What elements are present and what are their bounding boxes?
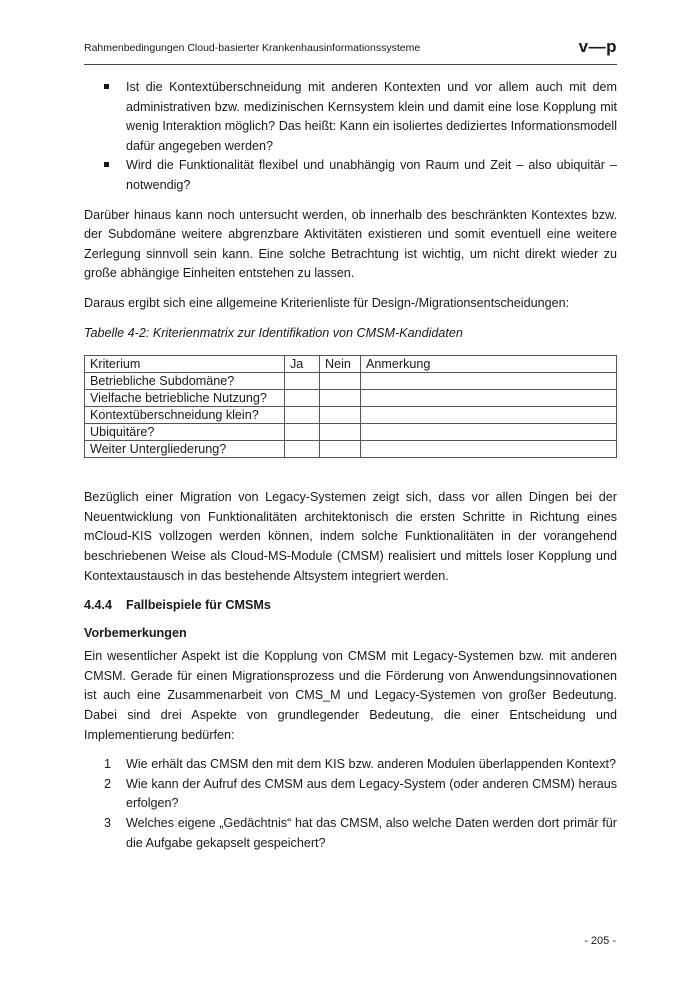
table-header-row <box>85 356 617 373</box>
criteria-table <box>84 355 617 458</box>
table-cell <box>285 373 320 390</box>
table-row <box>85 407 617 424</box>
list-text: Wie erhält das CMSM den mit dem KIS bzw. anderen Modulen überlappenden Kontext? <box>126 757 617 772</box>
bullet-square-icon <box>104 162 109 167</box>
list-text: Welches eigene „Gedächtnis“ hat das CMSM, also welche Daten werden dort primär für die Aufgabe gekapselt gespeichert? <box>126 816 617 850</box>
table-cell <box>320 441 361 458</box>
page-header <box>84 37 617 65</box>
table-cell <box>361 407 617 424</box>
column-header: Anmerkung <box>361 356 617 373</box>
column-header: Ja <box>285 356 320 373</box>
table-cell: Vielfache betriebliche Nutzung? <box>85 390 285 407</box>
list-number: 1 <box>104 757 112 772</box>
table-cell: Weiter Untergliederung? <box>85 441 285 458</box>
table-cell: Kontextüberschneidung klein? <box>85 407 285 424</box>
table-row <box>85 373 617 390</box>
table-cell <box>320 424 361 441</box>
table-cell <box>361 373 617 390</box>
list-item <box>84 755 617 775</box>
table-cell: Betriebliche Subdomäne? <box>85 373 285 390</box>
table-cell <box>361 424 617 441</box>
table-cell <box>285 441 320 458</box>
table-cell <box>361 390 617 407</box>
list-text: Wie kann der Aufruf des CMSM aus dem Legacy-System (oder anderen CMSM) heraus erfolgen? <box>126 776 617 811</box>
table-cell <box>285 407 320 424</box>
table-cell <box>320 390 361 407</box>
list-number: 3 <box>104 816 112 831</box>
section-title: Fallbeispiele für CMSMs <box>126 598 271 613</box>
table-cell <box>320 407 361 424</box>
page-body <box>84 78 617 853</box>
table-row <box>85 424 617 441</box>
publisher-logo: v—p <box>578 37 617 56</box>
subheading: Vorbemerkungen <box>84 625 187 640</box>
section-number: 4.4.4 <box>84 598 113 613</box>
running-title: Rahmenbedingungen Cloud-basierter Krankenhausinformationssysteme <box>84 42 421 54</box>
page-number: - 205 - <box>584 935 616 947</box>
column-header: Nein <box>320 356 361 373</box>
bullet-square-icon <box>104 84 109 89</box>
list-item <box>84 775 617 814</box>
paragraph: Darüber hinaus kann noch untersucht werden, ob innerhalb des beschränkten Kontextes bzw. der Subdomäne weitere abgrenzbare Aktivitäten existieren und somit eventuell eine weitere Zerlegung sinnvoll sein kann. Eine solche Betrachtung ist wichtig, um nicht direkt wieder zu große abhängige Einheiten entstehen zu lassen. <box>84 207 617 281</box>
paragraph: Ein wesentlicher Aspekt ist die Kopplung von CMSM mit Legacy-Systemen bzw. mit anderen CMSM. Gerade für einen Migrationsprozess und die Förderung von Anwendungsinnovationen ist auch eine Zusammenarbeit von CMS_M und Legacy-Systemen von großer Bedeutung. Dabei sind drei Aspekte von grundlegender Bedeutung, die einer Entscheidung und Implementierung bedürfen: <box>84 649 617 742</box>
bullet-list <box>84 78 617 196</box>
table-caption: Tabelle 4-2: Kriterienmatrix zur Identifikation von CMSM-Kandidaten <box>84 325 463 340</box>
bullet-item: Wird die Funktionalität flexibel und unabhängig von Raum und Zeit – also ubiquitär – notwendig? <box>84 156 617 195</box>
paragraph: Daraus ergibt sich eine allgemeine Kriterienliste für Design-/Migrationsentscheidungen: <box>84 295 570 310</box>
table-cell <box>361 441 617 458</box>
section-heading <box>84 596 617 616</box>
table-cell <box>285 390 320 407</box>
table-cell <box>285 424 320 441</box>
numbered-list <box>84 755 617 853</box>
table-row <box>85 441 617 458</box>
table-cell: Ubiquitäre? <box>85 424 285 441</box>
table-row <box>85 390 617 407</box>
bullet-item: Ist die Kontextüberschneidung mit anderen Kontexten und vor allem auch mit dem administrativen bzw. medizinischen Kernsystem klein und damit eine lose Kopplung mit wenig Interaktion möglich? Das heißt: Kann ein isoliertes dediziertes Informationsmodell dafür angegeben werden? <box>84 78 617 156</box>
list-item <box>84 814 617 853</box>
table-cell <box>320 373 361 390</box>
paragraph: Bezüglich einer Migration von Legacy-Systemen zeigt sich, dass vor allen Dingen bei der Neuentwicklung von Funktionalitäten architektonisch die ersten Schritte in Richtung eines mCloud-KIS vollzogen werden können, indem solche Funktionalitäten in der vorangehend beschriebenen Weise als Cloud-MS-Module (CMSM) realisiert und mittels loser Kopplung und Kontextaustausch in das bestehende Altsystem integriert werden. <box>84 490 617 583</box>
column-header: Kriterium <box>85 356 285 373</box>
list-number: 2 <box>104 776 112 791</box>
